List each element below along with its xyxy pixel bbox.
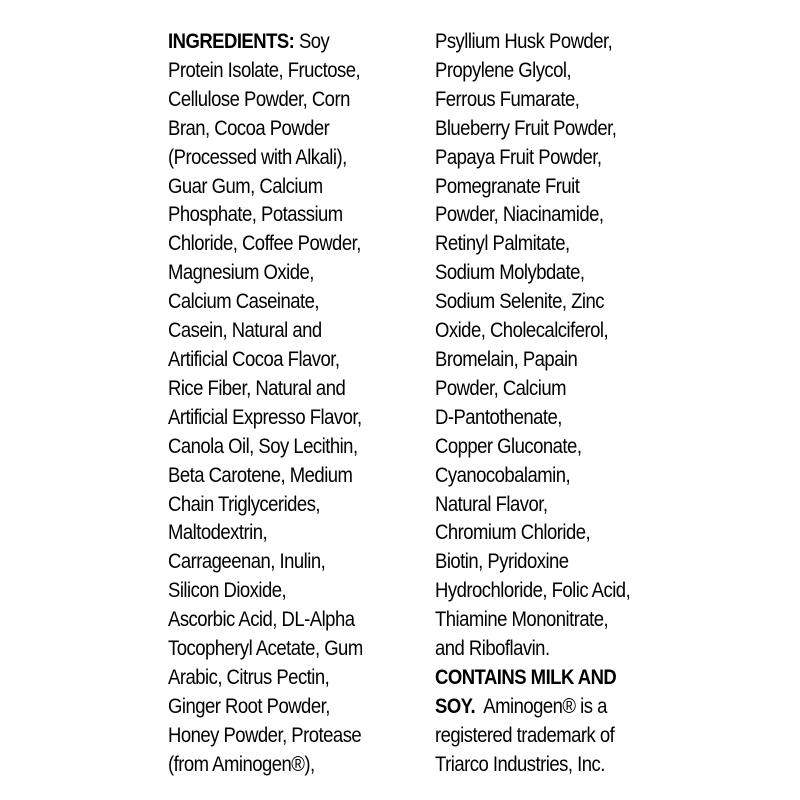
ingredient-line: Artificial Expresso Flavor, bbox=[168, 404, 362, 429]
ingredients-first-line-rest: Soy bbox=[294, 29, 330, 53]
ingredient-line: Bran, Cocoa Powder bbox=[168, 115, 330, 140]
ingredient-line: Beta Carotene, Medium bbox=[168, 462, 353, 487]
ingredient-line: Powder, Calcium bbox=[435, 375, 567, 400]
ingredient-line: (Processed with Alkali), bbox=[168, 144, 347, 169]
ingredient-line: Cellulose Powder, Corn bbox=[168, 86, 350, 111]
ingredient-line: Ferrous Fumarate, bbox=[435, 86, 580, 111]
ingredient-line: Chromium Chloride, bbox=[435, 520, 591, 545]
ingredient-line: Ascorbic Acid, DL-Alpha bbox=[168, 607, 355, 632]
ingredient-line: Artificial Cocoa Flavor, bbox=[168, 346, 340, 371]
ingredient-line: Chloride, Coffee Powder, bbox=[168, 231, 361, 256]
ingredient-line: Retinyl Palmitate, bbox=[435, 231, 570, 256]
ingredient-line: Calcium Caseinate, bbox=[168, 289, 320, 314]
ingredient-line: Papaya Fruit Powder, bbox=[435, 144, 602, 169]
ingredient-line: Canola Oil, Soy Lecithin, bbox=[168, 433, 358, 458]
ingredient-line: (from Aminogen®), bbox=[168, 751, 315, 776]
ingredient-line: Magnesium Oxide, bbox=[168, 260, 314, 285]
ingredients-column-right bbox=[435, 27, 630, 779]
ingredient-line: Guar Gum, Calcium bbox=[168, 173, 323, 198]
ingredient-line: Ginger Root Powder, bbox=[168, 693, 330, 718]
ingredient-line: Phosphate, Potassium bbox=[168, 202, 343, 227]
trademark-text-line: registered trademark of bbox=[435, 722, 615, 747]
ingredient-line: Cyanocobalamin, bbox=[435, 462, 571, 487]
ingredient-line: Powder, Niacinamide, bbox=[435, 202, 604, 227]
ingredient-line: Natural Flavor, bbox=[435, 491, 548, 516]
ingredient-line: Propylene Glycol, bbox=[435, 57, 572, 82]
ingredient-line: Oxide, Cholecalciferol, bbox=[435, 318, 609, 343]
ingredient-line: Bromelain, Papain bbox=[435, 346, 578, 371]
ingredient-line: Arabic, Citrus Pectin, bbox=[168, 664, 330, 689]
allergen-warning-soy: SOY. bbox=[435, 693, 476, 718]
allergen-trademark-line bbox=[435, 692, 630, 721]
ingredient-line: Silicon Dioxide, bbox=[168, 578, 287, 603]
ingredient-line: D-Pantothenate, bbox=[435, 404, 562, 429]
ingredient-line: Maltodextrin, bbox=[168, 520, 268, 545]
ingredients-column-left bbox=[168, 27, 363, 779]
allergen-warning-line: CONTAINS MILK AND bbox=[435, 664, 617, 689]
ingredient-line: Protein Isolate, Fructose, bbox=[168, 57, 361, 82]
ingredient-line: Hydrochloride, Folic Acid, bbox=[435, 578, 631, 603]
ingredient-line: and Riboflavin. bbox=[435, 636, 550, 661]
trademark-text-start: Aminogen® is a bbox=[475, 693, 607, 718]
ingredient-line: Carrageenan, Inulin, bbox=[168, 549, 326, 574]
ingredient-line: Sodium Selenite, Zinc bbox=[435, 289, 605, 314]
ingredient-line: Chain Triglycerides, bbox=[168, 491, 321, 516]
ingredient-line: Copper Gluconate, bbox=[435, 433, 582, 458]
ingredient-line: Honey Powder, Protease bbox=[168, 722, 362, 747]
ingredient-line: Thiamine Mononitrate, bbox=[435, 607, 609, 632]
ingredient-line: Blueberry Fruit Powder, bbox=[435, 115, 617, 140]
ingredient-line: Sodium Molybdate, bbox=[435, 260, 585, 285]
trademark-text-line: Triarco Industries, Inc. bbox=[435, 751, 605, 776]
ingredients-first-line bbox=[168, 27, 363, 56]
ingredients-heading: INGREDIENTS: bbox=[168, 29, 295, 53]
ingredient-line: Tocopheryl Acetate, Gum bbox=[168, 636, 363, 661]
ingredient-line: Pomegranate Fruit bbox=[435, 173, 580, 198]
ingredient-line: Biotin, Pyridoxine bbox=[435, 549, 569, 574]
ingredient-line: Rice Fiber, Natural and bbox=[168, 375, 346, 400]
ingredient-line: Psyllium Husk Powder, bbox=[435, 29, 613, 53]
ingredient-line: Casein, Natural and bbox=[168, 318, 322, 343]
